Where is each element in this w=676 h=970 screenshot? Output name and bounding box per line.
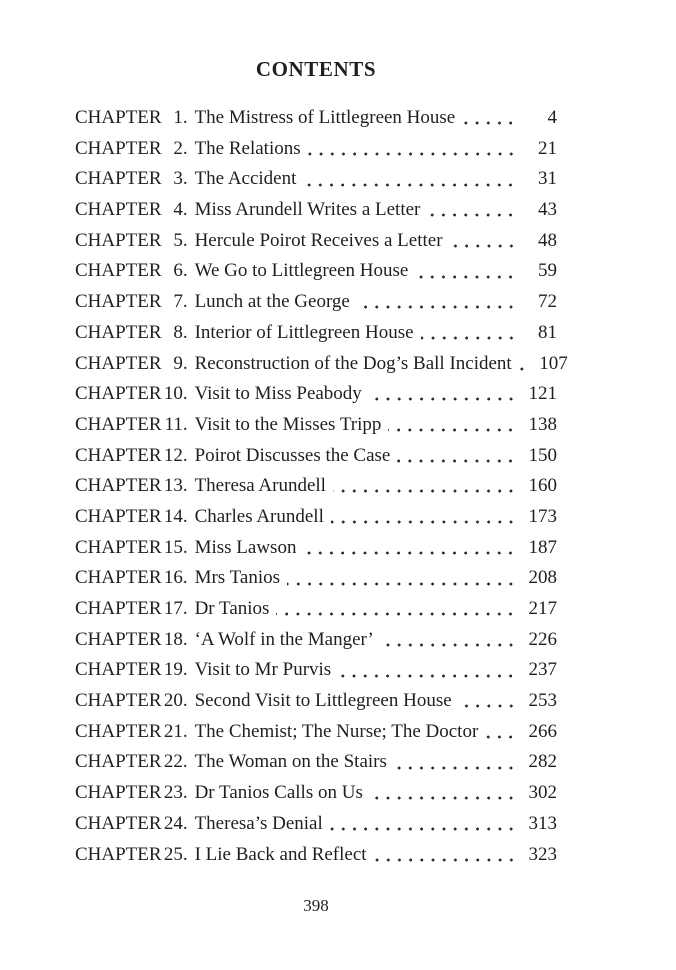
chapter-number: 22. [163, 751, 188, 773]
chapter-label: CHAPTER [75, 690, 162, 712]
chapter-number: 14. [163, 505, 188, 527]
chapter-number: 9. [173, 352, 188, 374]
chapter-number: 23. [163, 782, 188, 804]
page-reference: 59 [538, 260, 557, 282]
chapter-title: Mrs Tanios [194, 567, 280, 589]
toc-entry [75, 809, 557, 840]
dot-leader [397, 441, 520, 472]
toc-entry [75, 471, 557, 502]
page-title: CONTENTS [255, 57, 377, 81]
chapter-title: Theresa’s Denial [194, 812, 323, 834]
page-reference: 72 [538, 291, 557, 313]
toc-entry [75, 410, 557, 441]
dot-leader [333, 471, 520, 502]
toc-entry [75, 287, 557, 318]
dot-leader [427, 195, 520, 226]
toc-entry [75, 502, 557, 533]
chapter-number: 3. [173, 168, 188, 190]
chapter-label: CHAPTER [75, 475, 162, 497]
dot-leader [462, 103, 520, 134]
dot-leader [303, 164, 520, 195]
dot-leader [369, 379, 520, 410]
dot-leader [394, 747, 520, 778]
page-reference: 313 [528, 812, 557, 834]
toc-entry [75, 840, 557, 871]
toc-entry [75, 256, 557, 287]
chapter-title: Interior of Littlegreen House [194, 321, 414, 343]
dot-leader [450, 226, 520, 257]
chapter-label: CHAPTER [75, 321, 162, 343]
toc-entry [75, 686, 557, 717]
chapter-number: 18. [163, 628, 188, 650]
dot-leader [415, 256, 520, 287]
folio-page-number: 398 [303, 896, 329, 916]
chapter-number: 24. [163, 812, 188, 834]
page-reference: 302 [528, 782, 557, 804]
dot-leader [357, 287, 520, 318]
chapter-label: CHAPTER [75, 782, 162, 804]
chapter-title: Miss Lawson [194, 536, 297, 558]
toc-entry [75, 226, 557, 257]
chapter-label: CHAPTER [75, 659, 162, 681]
chapter-label: CHAPTER [75, 291, 162, 313]
dot-leader [485, 717, 520, 748]
chapter-number: 6. [173, 260, 188, 282]
dot-leader [331, 502, 520, 533]
chapter-number: 12. [163, 444, 188, 466]
toc-entry [75, 349, 568, 380]
chapter-number: 20. [163, 690, 188, 712]
chapter-title: Theresa Arundell [194, 475, 326, 497]
chapter-label: CHAPTER [75, 168, 162, 190]
page-reference: 43 [538, 199, 557, 221]
chapter-title: Poirot Discusses the Case [194, 444, 391, 466]
chapter-label: CHAPTER [75, 229, 162, 251]
chapter-label: CHAPTER [75, 505, 162, 527]
chapter-number: 16. [163, 567, 188, 589]
dot-leader [519, 349, 531, 380]
page-reference: 173 [528, 505, 557, 527]
page-reference: 138 [528, 413, 557, 435]
chapter-title: Visit to Miss Peabody [194, 383, 362, 405]
chapter-title: Visit to Mr Purvis [194, 659, 332, 681]
chapter-number: 2. [173, 137, 188, 159]
page-reference: 121 [528, 383, 557, 405]
dot-leader [370, 778, 520, 809]
page-reference: 226 [528, 628, 557, 650]
dot-leader [459, 686, 520, 717]
dot-leader [388, 410, 520, 441]
chapter-label: CHAPTER [75, 720, 162, 742]
chapter-title: Hercule Poirot Receives a Letter [194, 229, 443, 251]
chapter-number: 1. [173, 107, 188, 128]
chapter-title: The Woman on the Stairs [194, 751, 387, 773]
chapter-label: CHAPTER [75, 751, 162, 773]
toc-entry [75, 563, 557, 594]
page-reference: 217 [528, 598, 557, 619]
chapter-title: ‘A Wolf in the Manger’ [194, 628, 374, 650]
dot-leader [287, 563, 520, 594]
chapter-label: CHAPTER [75, 843, 162, 865]
toc-entry [75, 655, 557, 686]
page-reference: 187 [528, 536, 557, 558]
chapter-number: 19. [163, 659, 188, 681]
chapter-label: CHAPTER [75, 413, 162, 435]
chapter-title: Reconstruction of the Dog’s Ball Incident [194, 352, 512, 374]
toc-entry [75, 533, 557, 564]
chapter-number: 10. [163, 383, 188, 405]
chapter-title: Visit to the Misses Tripp [194, 413, 382, 435]
chapter-label: CHAPTER [75, 199, 162, 221]
page-reference: 4 [547, 107, 557, 128]
chapter-number: 13. [163, 475, 188, 497]
page-reference: 160 [528, 475, 557, 497]
page-reference: 150 [528, 444, 557, 466]
chapter-label: CHAPTER [75, 628, 162, 650]
page-reference: 208 [528, 567, 557, 589]
page-reference: 48 [538, 229, 557, 251]
chapter-label: CHAPTER [75, 536, 162, 558]
page-reference: 266 [528, 720, 557, 742]
chapter-title: Dr Tanios Calls on Us [194, 782, 363, 804]
dot-leader [374, 840, 520, 871]
chapter-number: 25. [163, 843, 188, 865]
page-reference: 31 [538, 168, 557, 190]
toc-list [75, 103, 568, 870]
chapter-label: CHAPTER [75, 812, 162, 834]
chapter-label: CHAPTER [75, 598, 162, 619]
dot-leader [381, 625, 520, 656]
chapter-title: Lunch at the George [194, 291, 350, 313]
chapter-title: Charles Arundell [194, 505, 324, 527]
chapter-title: I Lie Back and Reflect [194, 843, 367, 865]
chapter-number: 7. [173, 291, 188, 313]
toc-entry [75, 134, 557, 165]
chapter-title: The Relations [194, 137, 301, 159]
chapter-label: CHAPTER [75, 444, 162, 466]
chapter-label: CHAPTER [75, 260, 162, 282]
toc-entry [75, 625, 557, 656]
chapter-label: CHAPTER [75, 352, 162, 374]
page-reference: 323 [528, 843, 557, 865]
chapter-title: Dr Tanios [194, 598, 270, 619]
toc-entry [75, 195, 557, 226]
page-reference: 253 [528, 690, 557, 712]
chapter-number: 4. [173, 199, 188, 221]
dot-leader [330, 809, 520, 840]
chapter-number: 17. [163, 598, 188, 619]
chapter-number: 8. [173, 321, 188, 343]
chapter-title: Miss Arundell Writes a Letter [194, 199, 421, 221]
toc-entry [75, 717, 557, 748]
page-reference: 237 [528, 659, 557, 681]
dot-leader [308, 134, 520, 165]
chapter-label: CHAPTER [75, 137, 162, 159]
chapter-title: Second Visit to Littlegreen House [194, 690, 452, 712]
chapter-label: CHAPTER [75, 567, 162, 589]
text-block [75, 0, 568, 916]
toc-entry [75, 164, 557, 195]
chapter-title: We Go to Littlegreen House [194, 260, 409, 282]
chapter-title: The Chemist; The Nurse; The Doctor [194, 720, 479, 742]
page-reference: 21 [538, 137, 557, 159]
chapter-number: 21. [163, 720, 188, 742]
chapter-title: The Accident [194, 168, 297, 190]
chapter-number: 11. [164, 413, 188, 435]
chapter-number: 15. [163, 536, 188, 558]
page-reference: 282 [528, 751, 557, 773]
toc-entry [75, 778, 557, 809]
chapter-title: The Mistress of Littlegreen House [194, 107, 456, 128]
dot-leader [421, 318, 520, 349]
dot-leader [276, 594, 520, 625]
toc-entry [75, 318, 557, 349]
toc-entry [75, 441, 557, 472]
toc-entry [75, 103, 557, 134]
chapter-label: CHAPTER [75, 383, 162, 405]
toc-entry [75, 747, 557, 778]
page-reference: 107 [539, 352, 568, 374]
dot-leader [338, 655, 520, 686]
chapter-label: CHAPTER [75, 107, 162, 128]
page-reference: 81 [538, 321, 557, 343]
dot-leader [303, 533, 520, 564]
toc-entry [75, 594, 557, 625]
chapter-number: 5. [173, 229, 188, 251]
toc-entry [75, 379, 557, 410]
